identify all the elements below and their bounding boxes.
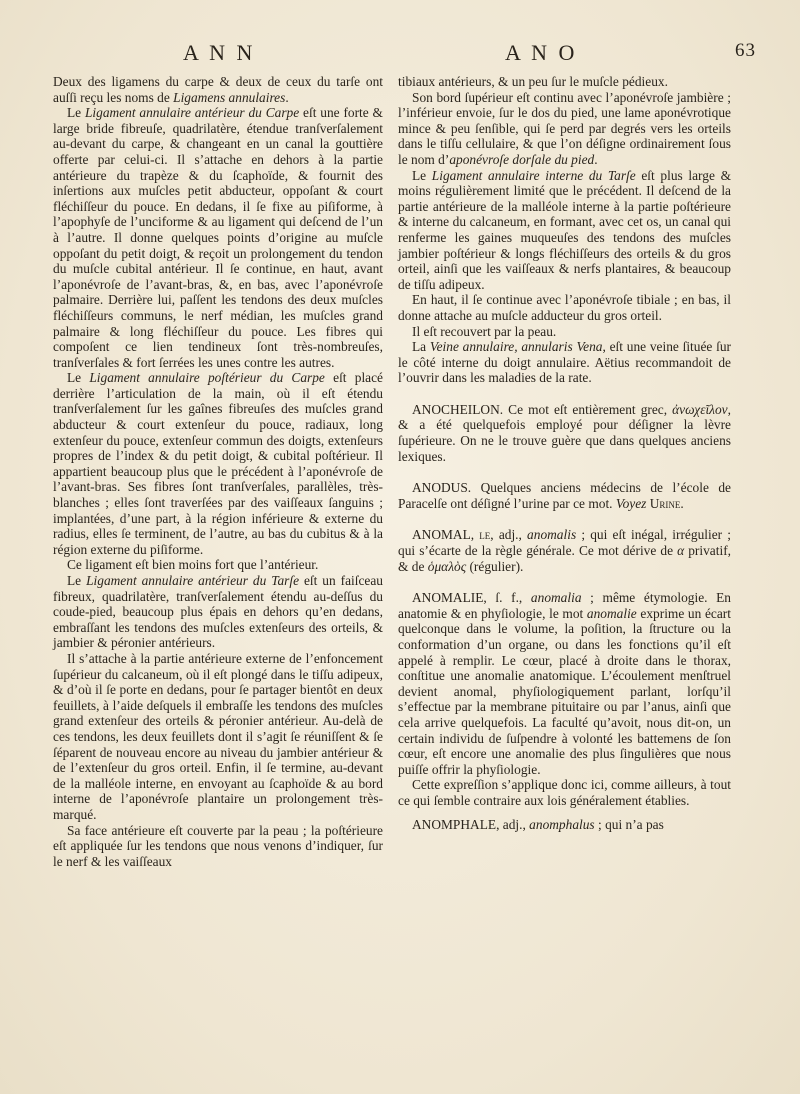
paragraph: ANOMALIE, ſ. f., anomalia ; même étymologie. En anatomie & en phyſiologie, le mot anomalie exprime un écart quelconque dans le volume, la poſition, la ſtructure ou la conformation d’un organe, ou dans les fonctions qu’il eſt appelé à remplir. Le cœur, placé à droite dans le thorax, conſtitue une anomalie anatomique. L’écoulement menſtruel devient anomal, phyſiologiquement parlant, lorſqu’il s’effectue par la membrane pituitaire ou par l’anus, ainſi que cela arrive quelquefois. La faculté qu’avoit, nous dit-on, un certain individu de ſuſpendre à volonté les battemens de ſon cœur, eſt encore une anomalie des plus ſingulières que nous puiſſe offrir la phyſiologie. [398,590,731,777]
paragraph: Le Ligament annulaire antérieur du Carpe eſt une forte & large bride fibreuſe, quadrilatère, étendue tranſverſalement au-devant du carpe, & changeant en un canal la gouttière offerte par celui-ci. Il s’attache en dehors à la partie antérieure du trapèze & du ſcaphoïde, & fournit des inſertions aux muſcles petit abducteur, oppoſant & court fléchiſſeur du pouce. En dedans, il ſe fixe au piſiforme, à l’apophyſe de l’unciforme & au ligament qui deſcend de l’un à l’autre. Il donne quelques points d’origine au muſcle oppoſant du petit doigt, & reçoit un prolongement du tendon du muſcle cubital antérieur. Il ſe continue, en haut, avant l’aponévroſe de l’avant-bras, &, en bas, avec l’aponévroſe palmaire. Derrière lui, paſſent les tendons des deux muſcles fléchiſſeurs communs, le nerf médian, les muſcles grand palmaire & long fléchiſſeur du pouce. Les fibres qui compoſent ce lien tendineux ſont très-nombreuſes, tranſverſales & fort ſerrées les unes contre les autres. [53,105,383,370]
paragraph: ANODUS. Quelques anciens médecins de l’école de Paracelſe ont déſigné l’urine par ce mot. Voyez Urine. [398,480,731,511]
paragraph: Il eſt recouvert par la peau. [412,323,557,339]
right-text-column [398,74,731,832]
paragraph: Le Ligament annulaire interne du Tarſe eſt plus large & moins régulièrement limité que le précédent. Il deſcend de la partie antérieure de la malléole interne à la partie poſtérieure & interne du calcaneum, en formant, avec cet os, un canal qui renferme les gaines muqueuſes des tendons des muſcles jambier poſtérieur & longs fléchiſſeurs des orteils & du gros orteil, ainſi que les vaiſſeaux & nerfs plantaires, & beaucoup de tiſſu adipeux. [398,167,731,292]
paragraph: Cette expreſſion s’applique donc ici, comme ailleurs, à tout ce qui ſemble contraire aux lois généralement établies. [398,777,731,808]
paragraph: Deux des ligamens du carpe & deux de ceux du tarſe ont auſſi reçu les noms de Ligamens annulaires. [53,74,383,105]
paragraph: ANOMPHALE, adj., anomphalus ; qui n’a pas [412,816,664,832]
header-right-word: A N O [505,40,578,65]
paragraph: ANOCHEILON. Ce mot eſt entièrement grec, ἀνωχεῖλον, & a été quelquefois employé pour déſigner la lèvre ſupérieure. On ne le trouve guère que dans quelques anciens lexiques. [398,401,731,464]
left-text-column [53,74,383,869]
paragraph: Ce ligament eſt bien moins fort que l’antérieur. [67,557,319,573]
paragraph: Sa face antérieure eſt couverte par la peau ; la poſtérieure eſt appliquée ſur les tendons que nous venons d’indiquer, ſur le nerf & les vaiſſeaux [53,822,383,869]
paragraph: La Veine annulaire, annularis Vena, eſt une veine ſituée ſur le côté interne du doigt annulaire. Aëtius recommandoit de l’ouvrir dans les maladies de la rate. [398,339,731,386]
page-number: 63 [735,40,756,61]
paragraph: Le Ligament annulaire antérieur du Tarſe eſt un faiſceau fibreux, quadrilatère, tranſverſalement étendu au-deſſus du coude-pied, beaucoup plus épais en dehors qu’en dedans, embraſſant les tendons des muſcles extenſeurs des orteils, & jambier & péronier antérieurs. [53,573,383,651]
paragraph: Il s’attache à la partie antérieure externe de l’enfoncement ſupérieur du calcaneum, où il eſt plongé dans le tiſſu adipeux, & d’où il ſe porte en dedans, pour ſe partager bientôt en deux feuillets, à l’aide deſquels il embraſſe les tendons des muſcles grand extenſeur des orteils & péronier antérieur. Au-delà de ces tendons, les deux feuillets dont il s’agit ſe réuniſſent & ſe ſéparent de nouveau encore au niveau du jambier antérieur & de l’extenſeur du gros orteil. Enfin, il ſe termine, au-devant de la malléole interne, en envoyant au ſcaphoïde & au bord interne de l’aponévroſe plantaire un prolongement très-marqué. [53,650,383,822]
paragraph: Son bord ſupérieur eſt continu avec l’aponévroſe jambière ; l’inférieur envoie, ſur le dos du pied, une lame aponévrotique mince & peu ſenſible, qui ſe perd par degrés vers les orteils dans le tiſſu cellulaire, & que l’on déſigne ordinairement ſous le nom d’aponévroſe dorſale du pied. [398,89,731,167]
paragraph: ANOMAL, le, adj., anomalis ; qui eſt inégal, irrégulier ; qui s’écarte de la règle générale. Ce mot dérive de α privatif, & de ὁμαλὸς (régulier). [398,527,731,574]
running-header [0,40,800,70]
paragraph: tibiaux antérieurs, & un peu ſur le muſcle pédieux. [398,74,668,89]
paragraph: En haut, il ſe continue avec l’aponévroſe tibiale ; en bas, il donne attache au muſcle adducteur du gros orteil. [398,292,731,323]
header-left-word: A N N [183,40,256,65]
paragraph: Le Ligament annulaire poſtérieur du Carpe eſt placé derrière l’articulation de la main, où il eſt étendu tranſverſalement ſur les gaînes fibreuſes des muſcles grand abducteur & court extenſeur du pouce, radiaux, long extenſeur du pouce, extenſeur commun des doigts, extenſeurs propres de l’index & du petit doigt, & cubital poſtérieur. Il appartient beaucoup plus que le précédent à l’aponévroſe de l’avant-bras. Ses fibres ſont tranſverſales, parallèles, très-blanches ; elles ſont traverſées par des vaiſſeaux ſanguins ; implantées, d’une part, à la région inférieure & externe du radius, elles ſe terminent, de l’autre, au bas du cubitus & à la région externe du piſiforme. [53,370,383,557]
